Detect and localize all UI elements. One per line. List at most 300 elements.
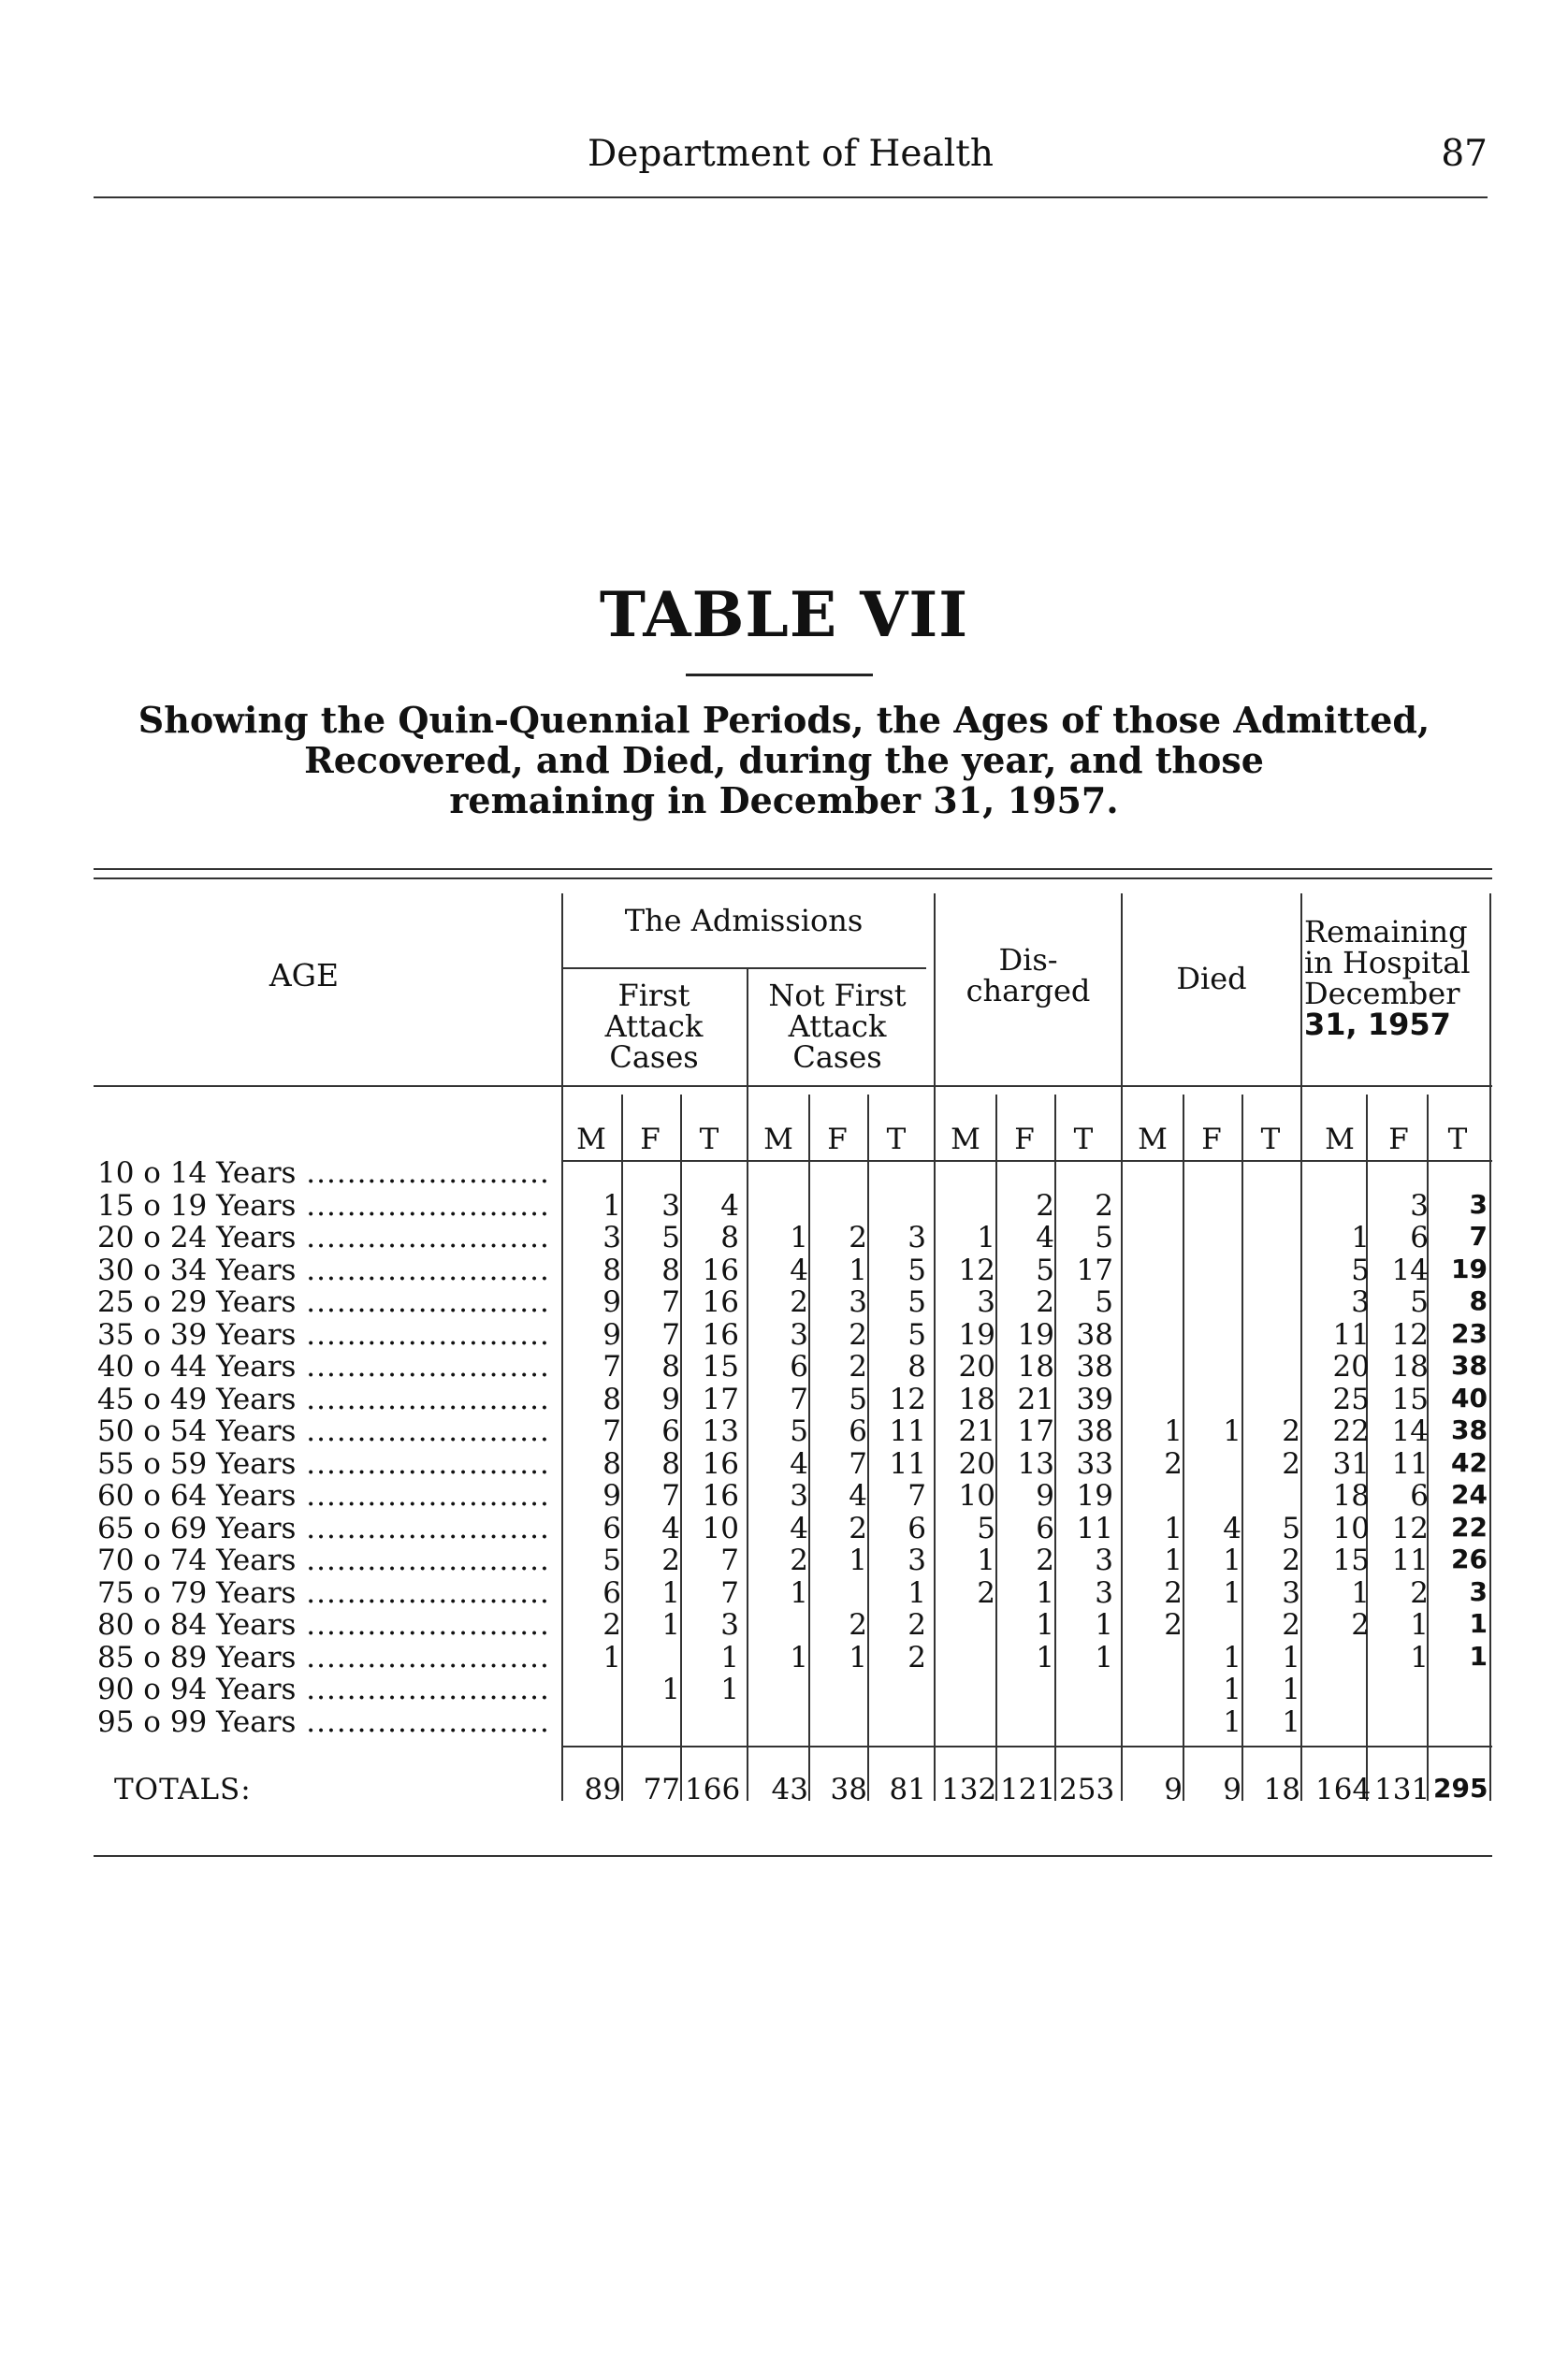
table-cell: 3 — [1351, 1285, 1370, 1319]
age-label — [97, 1447, 550, 1481]
age-text: 60 o 64 Years — [97, 1479, 297, 1513]
leader-dots: ........................ — [296, 1544, 550, 1577]
table-cell: 5 — [603, 1544, 621, 1577]
table-cell: 1 — [1223, 1704, 1241, 1739]
table-cell: 6 — [1036, 1511, 1054, 1545]
table-cell: 1 — [1469, 1608, 1488, 1639]
subheader-f: F — [1201, 1123, 1222, 1156]
age-text: 55 o 59 Years — [97, 1446, 297, 1481]
table-cell: 1 — [1282, 1673, 1300, 1706]
table-cell: 1 — [1095, 1640, 1113, 1675]
table-cell: 4 — [790, 1446, 808, 1481]
table-cell: 11 — [1391, 1544, 1429, 1577]
running-head — [94, 120, 1488, 185]
table-cell: 26 — [1451, 1544, 1488, 1574]
subcolumn-divider — [1241, 1095, 1243, 1801]
table-cell: 1 — [790, 1640, 808, 1675]
table-cell: 5 — [1410, 1285, 1429, 1319]
table-cell: 2 — [603, 1608, 621, 1642]
table-cell: 9 — [603, 1285, 621, 1319]
table-cell: 2 — [790, 1544, 808, 1577]
table-cell: 5 — [907, 1317, 926, 1352]
table-cell: 6 — [849, 1414, 867, 1448]
totals-cell: 164 — [1315, 1773, 1372, 1806]
table-cell: 8 — [1469, 1285, 1488, 1316]
subheader-t: T — [1260, 1123, 1281, 1156]
table-cell: 1 — [661, 1575, 680, 1610]
table-cell: 8 — [603, 1253, 621, 1287]
age-text: 35 o 39 Years — [97, 1317, 297, 1352]
header-died: Died — [1176, 961, 1247, 996]
leader-dots: ........................ — [296, 1253, 550, 1287]
table-cell: 4 — [720, 1188, 739, 1223]
table-cell: 18 — [1332, 1479, 1370, 1513]
age-label — [97, 1479, 550, 1513]
table-cell: 2 — [907, 1608, 926, 1642]
table-cell: 15 — [702, 1350, 739, 1384]
table-cell: 19 — [1076, 1479, 1113, 1513]
subcolumn-divider — [1183, 1095, 1184, 1801]
age-text: 85 o 89 Years — [97, 1640, 297, 1675]
age-label — [97, 1156, 550, 1190]
table-cell: 1 — [603, 1640, 621, 1675]
table-cell: 2 — [907, 1640, 926, 1675]
age-label — [97, 1254, 550, 1287]
age-label — [97, 1350, 550, 1384]
leader-dots: ........................ — [296, 1608, 550, 1642]
table-cell: 24 — [1451, 1479, 1488, 1510]
table-cell: 5 — [1095, 1221, 1113, 1254]
table-cell: 1 — [1282, 1640, 1300, 1675]
table-cell: 3 — [1469, 1575, 1488, 1607]
age-label — [97, 1285, 550, 1319]
table-cell: 8 — [603, 1382, 621, 1416]
header-remaining-line: in Hospital — [1304, 945, 1471, 980]
header-not-first-attack-line: Not First — [768, 978, 907, 1013]
table-cell: 2 — [1351, 1608, 1370, 1642]
subheader-t: T — [1073, 1123, 1094, 1156]
table-cell: 23 — [1451, 1317, 1488, 1349]
totals-label: TOTALS: — [114, 1773, 252, 1806]
table-cell: 9 — [661, 1382, 680, 1416]
age-text: 90 o 94 Years — [97, 1673, 297, 1706]
table-cell: 7 — [720, 1544, 739, 1577]
table-cell: 39 — [1076, 1382, 1113, 1416]
subcolumn-divider — [867, 1095, 869, 1801]
table-cell: 1 — [1223, 1575, 1241, 1610]
table-cell: 1 — [1164, 1544, 1183, 1577]
table-cell: 3 — [790, 1479, 808, 1513]
subheader-m: M — [1138, 1123, 1168, 1156]
age-label — [97, 1705, 550, 1739]
age-text: 75 o 79 Years — [97, 1575, 297, 1610]
table-cell: 10 — [958, 1479, 995, 1513]
table-cell: 3 — [1410, 1188, 1429, 1223]
table-cell: 1 — [849, 1544, 867, 1577]
table-cell: 5 — [1095, 1285, 1113, 1319]
age-label — [97, 1221, 550, 1254]
header-first-attack — [561, 980, 747, 1073]
age-text: 80 o 84 Years — [97, 1608, 297, 1642]
table-cell: 3 — [661, 1188, 680, 1223]
table-cell: 18 — [1391, 1350, 1429, 1384]
table-cell: 5 — [977, 1511, 995, 1545]
table-cell: 3 — [1282, 1575, 1300, 1610]
subheader-m: M — [576, 1123, 606, 1156]
totals-cell: 131 — [1374, 1773, 1430, 1806]
header-remaining-line: December — [1304, 976, 1460, 1011]
table-cell: 9 — [603, 1317, 621, 1352]
table-cell: 3 — [849, 1285, 867, 1319]
table-cell: 20 — [1332, 1350, 1370, 1384]
table-cell: 7 — [603, 1350, 621, 1384]
subheader-m: M — [763, 1123, 793, 1156]
table-cell: 5 — [1036, 1253, 1054, 1287]
caption-line: Recovered, and Died, during the year, and those — [304, 739, 1264, 781]
leader-dots: ........................ — [296, 1285, 550, 1319]
admissions-divider — [561, 967, 926, 969]
column-divider — [1489, 893, 1491, 1801]
table-cell: 12 — [889, 1382, 926, 1416]
totals-cell: 77 — [643, 1773, 680, 1806]
table-caption — [112, 700, 1456, 820]
table-cell: 10 — [1332, 1511, 1370, 1545]
table-cell: 1 — [1036, 1640, 1054, 1675]
table-cell: 38 — [1076, 1414, 1113, 1448]
column-divider — [561, 893, 563, 1801]
table-cell: 7 — [720, 1575, 739, 1610]
table-cell: 12 — [1391, 1511, 1429, 1545]
table-cell: 5 — [1351, 1253, 1370, 1287]
age-label — [97, 1512, 550, 1545]
table-cell: 4 — [1223, 1511, 1241, 1545]
table-cell: 3 — [1095, 1575, 1113, 1610]
totals-cell: 121 — [1000, 1773, 1056, 1806]
header-discharged-line: Dis- — [998, 942, 1058, 978]
table-cell: 3 — [790, 1317, 808, 1352]
totals-cell: 38 — [830, 1773, 867, 1806]
table-cell: 2 — [1095, 1188, 1113, 1223]
table-cell: 1 — [1223, 1414, 1241, 1448]
table-cell: 1 — [720, 1640, 739, 1675]
table-cell: 17 — [702, 1382, 739, 1416]
table-cell: 2 — [661, 1544, 680, 1577]
table-cell: 6 — [790, 1350, 808, 1384]
age-text: 45 o 49 Years — [97, 1382, 297, 1416]
age-text: 50 o 54 Years — [97, 1414, 297, 1448]
table-cell: 38 — [1451, 1350, 1488, 1381]
table-cell: 18 — [1017, 1350, 1054, 1384]
age-text: 30 o 34 Years — [97, 1253, 297, 1287]
leader-dots: ........................ — [296, 1673, 550, 1706]
subcolumn-divider — [1054, 1095, 1056, 1801]
table-cell: 4 — [790, 1511, 808, 1545]
table-cell: 16 — [702, 1253, 739, 1287]
table-cell: 2 — [849, 1608, 867, 1642]
age-label — [97, 1673, 550, 1706]
table-cell: 1 — [661, 1673, 680, 1706]
table-cell: 2 — [1164, 1575, 1183, 1610]
table-cell: 11 — [889, 1446, 926, 1481]
subcolumn-divider — [808, 1095, 810, 1801]
age-label — [97, 1383, 550, 1416]
table-cell: 13 — [702, 1414, 739, 1448]
table-cell: 1 — [1164, 1511, 1183, 1545]
page-number: 87 — [1441, 133, 1488, 175]
totals-cell: 253 — [1059, 1773, 1115, 1806]
age-text: 40 o 44 Years — [97, 1350, 297, 1384]
leader-dots: ........................ — [296, 1350, 550, 1384]
table-cell: 12 — [958, 1253, 995, 1287]
subheader-t: T — [1447, 1123, 1468, 1156]
table-cell: 5 — [661, 1221, 680, 1254]
table-cell: 19 — [958, 1317, 995, 1352]
leader-dots: ........................ — [296, 1317, 550, 1352]
table-cell: 2 — [1410, 1575, 1429, 1610]
table-cell: 2 — [790, 1285, 808, 1319]
table-cell: 2 — [849, 1317, 867, 1352]
table-cell: 13 — [1017, 1446, 1054, 1481]
table-cell: 19 — [1451, 1253, 1488, 1284]
table-cell: 7 — [661, 1285, 680, 1319]
table-cell: 1 — [790, 1575, 808, 1610]
header-remaining — [1304, 914, 1501, 1042]
age-text: 20 o 24 Years — [97, 1221, 297, 1254]
table-cell: 9 — [1036, 1479, 1054, 1513]
table-cell: 8 — [661, 1446, 680, 1481]
table-cell: 20 — [958, 1350, 995, 1384]
leader-dots: ........................ — [296, 1511, 550, 1545]
table-bottom-rule — [94, 1855, 1492, 1857]
table-cell: 3 — [603, 1221, 621, 1254]
table-cell: 8 — [603, 1446, 621, 1481]
table-cell: 7 — [1469, 1221, 1488, 1252]
subcolumn-divider — [995, 1095, 997, 1801]
table-cell: 15 — [1332, 1544, 1370, 1577]
table-cell: 1 — [1223, 1673, 1241, 1706]
table-cell: 6 — [603, 1511, 621, 1545]
table-cell: 40 — [1451, 1382, 1488, 1414]
header-age: AGE — [269, 957, 340, 993]
totals-cell: 9 — [1164, 1773, 1183, 1806]
table-cell: 5 — [849, 1382, 867, 1416]
table-cell: 6 — [1410, 1479, 1429, 1513]
totals-cell: 81 — [889, 1773, 926, 1806]
table-cell: 3 — [977, 1285, 995, 1319]
table-cell: 19 — [1017, 1317, 1054, 1352]
leader-dots: ........................ — [296, 1446, 550, 1481]
table-cell: 8 — [720, 1221, 739, 1254]
table-cell: 5 — [907, 1253, 926, 1287]
header-not-first-attack-line: Cases — [792, 1039, 882, 1075]
table-cell: 6 — [661, 1414, 680, 1448]
table-cell: 2 — [1036, 1285, 1054, 1319]
table-cell: 1 — [1036, 1575, 1054, 1610]
running-head-title: Department of Health — [587, 133, 995, 175]
leader-dots: ........................ — [296, 1221, 550, 1254]
leader-dots: ........................ — [296, 1640, 550, 1675]
caption-line: remaining in December 31, 1957. — [449, 779, 1119, 821]
subcolumn-divider — [621, 1095, 623, 1801]
table-cell: 2 — [977, 1575, 995, 1610]
table-cell: 1 — [977, 1544, 995, 1577]
table-cell: 17 — [1017, 1414, 1054, 1448]
subheader-m: M — [1325, 1123, 1355, 1156]
leader-dots: ........................ — [296, 1575, 550, 1610]
age-label — [97, 1641, 550, 1675]
age-text: 25 o 29 Years — [97, 1285, 297, 1319]
table-cell: 16 — [702, 1479, 739, 1513]
table-cell: 1 — [1351, 1575, 1370, 1610]
totals-cell: 43 — [771, 1773, 808, 1806]
table-cell: 33 — [1076, 1446, 1113, 1481]
table-cell: 12 — [1391, 1317, 1429, 1352]
table-cell: 1 — [1410, 1640, 1429, 1675]
table-cell: 9 — [603, 1479, 621, 1513]
table-cell: 11 — [889, 1414, 926, 1448]
table-cell: 38 — [1451, 1414, 1488, 1445]
table-cell: 38 — [1076, 1317, 1113, 1352]
title-rule — [686, 674, 873, 676]
header-rule — [94, 196, 1488, 198]
table-cell: 11 — [1076, 1511, 1113, 1545]
table-cell: 22 — [1332, 1414, 1370, 1448]
table-cell: 4 — [849, 1479, 867, 1513]
subheader-f: F — [1014, 1123, 1035, 1156]
header-discharged-line: charged — [965, 973, 1091, 1008]
column-divider — [747, 969, 748, 1801]
table-cell: 1 — [720, 1673, 739, 1706]
table-top-rule — [94, 868, 1492, 879]
age-text: 15 o 19 Years — [97, 1188, 297, 1223]
leader-dots: ........................ — [296, 1188, 550, 1223]
subheader-f: F — [640, 1123, 661, 1156]
table-cell: 1 — [1351, 1221, 1370, 1254]
header-not-first-attack — [748, 980, 926, 1073]
table-cell: 6 — [1410, 1221, 1429, 1254]
table-cell: 2 — [1282, 1446, 1300, 1481]
table-cell: 38 — [1076, 1350, 1113, 1384]
table-cell: 1 — [1223, 1640, 1241, 1675]
table-cell: 18 — [958, 1382, 995, 1416]
age-label — [97, 1544, 550, 1577]
table-cell: 42 — [1451, 1446, 1488, 1478]
table-cell: 2 — [849, 1221, 867, 1254]
leader-dots: ........................ — [296, 1382, 550, 1416]
age-label — [97, 1189, 550, 1223]
table-cell: 3 — [1095, 1544, 1113, 1577]
age-label — [97, 1414, 550, 1448]
header-rule — [94, 1085, 1492, 1087]
totals-cell: 295 — [1433, 1773, 1488, 1804]
table-cell: 14 — [1391, 1253, 1429, 1287]
table-cell: 1 — [661, 1608, 680, 1642]
table-cell: 7 — [790, 1382, 808, 1416]
table-cell: 1 — [849, 1253, 867, 1287]
subheader-m: M — [951, 1123, 980, 1156]
table-cell: 5 — [907, 1285, 926, 1319]
table-cell: 1 — [1036, 1608, 1054, 1642]
table-cell: 2 — [1282, 1414, 1300, 1448]
column-divider — [1121, 893, 1123, 1801]
table-title: TABLE VII — [599, 578, 969, 651]
table-cell: 14 — [1391, 1414, 1429, 1448]
age-text: 65 o 69 Years — [97, 1511, 297, 1545]
table-cell: 21 — [958, 1414, 995, 1448]
header-remaining-line: Remaining — [1304, 914, 1468, 950]
table-cell: 3 — [907, 1221, 926, 1254]
leader-dots: ........................ — [296, 1479, 550, 1513]
header-not-first-attack-line: Attack — [788, 1008, 887, 1044]
subheader-f: F — [1388, 1123, 1409, 1156]
table-cell: 2 — [849, 1350, 867, 1384]
table-cell: 1 — [907, 1575, 926, 1610]
table-cell: 7 — [603, 1414, 621, 1448]
table-cell: 20 — [958, 1446, 995, 1481]
leader-dots: ........................ — [296, 1156, 550, 1190]
table-cell: 2 — [849, 1511, 867, 1545]
table-cell: 2 — [1282, 1544, 1300, 1577]
table-cell: 15 — [1391, 1382, 1429, 1416]
age-label — [97, 1576, 550, 1610]
table-cell: 4 — [661, 1511, 680, 1545]
table-cell: 31 — [1332, 1446, 1370, 1481]
totals-rule — [561, 1746, 1492, 1747]
subheader-t: T — [886, 1123, 907, 1156]
table-cell: 5 — [1282, 1511, 1300, 1545]
subheader-f: F — [827, 1123, 848, 1156]
column-divider — [1300, 893, 1302, 1801]
table-cell: 2 — [1036, 1188, 1054, 1223]
header-discharged — [936, 942, 1121, 1008]
leader-dots: ........................ — [296, 1704, 550, 1739]
table-cell: 1 — [1164, 1414, 1183, 1448]
table-cell: 3 — [907, 1544, 926, 1577]
table-cell: 1 — [790, 1221, 808, 1254]
table-cell: 1 — [849, 1640, 867, 1675]
table-cell: 7 — [907, 1479, 926, 1513]
table-cell: 1 — [603, 1188, 621, 1223]
totals-cell: 166 — [685, 1773, 741, 1806]
subheader-t: T — [699, 1123, 719, 1156]
table-cell: 25 — [1332, 1382, 1370, 1416]
table-cell: 8 — [907, 1350, 926, 1384]
table-cell: 17 — [1076, 1253, 1113, 1287]
totals-cell: 9 — [1223, 1773, 1241, 1806]
header-remaining-line: 31, 1957 — [1304, 1007, 1451, 1042]
table-cell: 11 — [1391, 1446, 1429, 1481]
table-cell: 1 — [1410, 1608, 1429, 1642]
table-cell: 16 — [702, 1446, 739, 1481]
table-cell: 1 — [1282, 1704, 1300, 1739]
table-cell: 7 — [661, 1317, 680, 1352]
table-cell: 2 — [1036, 1544, 1054, 1577]
table-cell: 7 — [849, 1446, 867, 1481]
table-cell: 2 — [1164, 1446, 1183, 1481]
table-cell: 8 — [661, 1350, 680, 1384]
header-first-attack-line: Attack — [604, 1008, 704, 1044]
table-cell: 4 — [790, 1253, 808, 1287]
table-cell: 11 — [1332, 1317, 1370, 1352]
age-text: 70 o 74 Years — [97, 1544, 297, 1577]
table-cell: 4 — [1036, 1221, 1054, 1254]
table-cell: 3 — [720, 1608, 739, 1642]
age-text: 95 o 99 Years — [97, 1704, 297, 1739]
age-text: 10 o 14 Years — [97, 1156, 297, 1190]
subcolumn-divider — [680, 1095, 682, 1801]
header-admissions: The Admissions — [624, 903, 864, 938]
header-first-attack-line: First — [617, 978, 690, 1013]
